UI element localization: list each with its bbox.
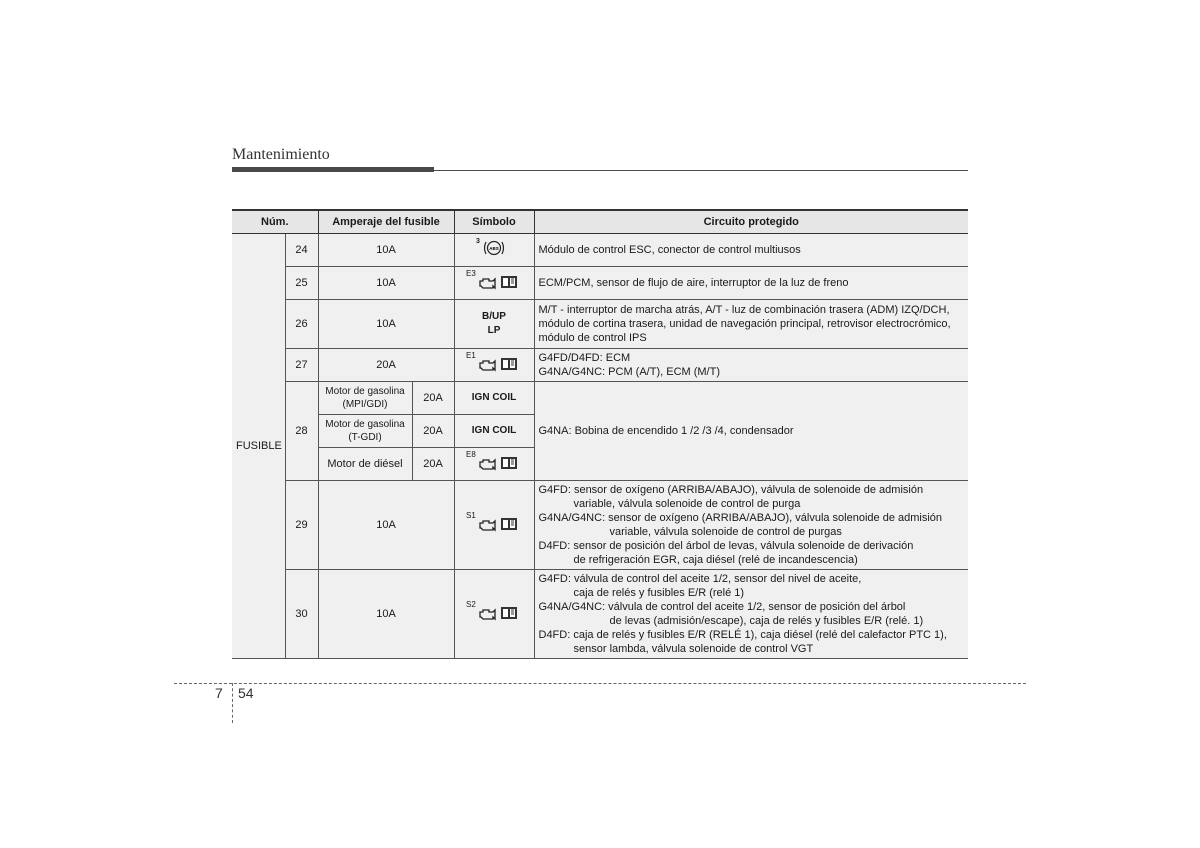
fuse-amp: 20A <box>412 448 454 481</box>
svg-text:ABS: ABS <box>489 246 499 251</box>
circuit-desc: Módulo de control ESC, conector de control multiusos <box>534 234 968 267</box>
circuit-desc: G4NA: Bobina de encendido 1 /2 /3 /4, condensador <box>534 382 968 481</box>
page-number: 54 <box>238 685 254 701</box>
circuit-desc: M/T - interruptor de marcha atrás, A/T - luz de combinación trasera (ADM) IZQ/DCH, módulo de cortina trasera, unidad de navegación principal, retrovisor electrocrómico, módulo de control IPS <box>534 300 968 349</box>
table-row <box>232 382 968 415</box>
table-row <box>232 570 968 659</box>
engine-variant: Motor de diésel <box>318 448 412 481</box>
table-row <box>232 234 968 267</box>
fuse-num: 29 <box>285 481 318 570</box>
fuse-num: 24 <box>285 234 318 267</box>
engine-icon <box>478 458 498 471</box>
table-row <box>232 300 968 349</box>
engine-icon <box>478 608 498 621</box>
fuse-amp: 10A <box>318 300 454 349</box>
fuse-amp: 10A <box>318 570 454 659</box>
section-title: Mantenimiento <box>232 146 330 163</box>
group-label: FUSIBLE <box>236 440 282 452</box>
col-header-symbol: Símbolo <box>454 210 534 234</box>
fuse-amp: 20A <box>318 349 454 382</box>
symbol-cell <box>454 234 534 267</box>
header-rule-thick <box>232 167 434 172</box>
circuit-desc: G4FD: válvula de control del aceite 1/2, sensor del nivel de aceite, caja de relés y fusibles E/R (relé 1) G4NA/G4NC: válvula de control del aceite 1/2, sensor de posición del árbol de levas (admisión/escape), caja de relés y fusibles E/R (relé. 1) D4FD: caja de relés y fusibles E/R (RELÉ 1), caja diésel (relé del calefactor PTC 1), sensor lambda, válvula solenoide de control VGT <box>534 570 968 659</box>
table-row <box>232 349 968 382</box>
symbol-cell: S2 <box>454 570 534 659</box>
symbol-text: B/UP <box>482 311 506 322</box>
fuse-amp: 20A <box>412 382 454 415</box>
footer-divider <box>232 683 233 723</box>
header-rule-thin <box>434 170 968 171</box>
symbol-text: LP <box>487 325 501 336</box>
symbol-cell <box>454 300 534 349</box>
symbol-cell: S1 <box>454 481 534 570</box>
manual-book-icon <box>500 357 518 371</box>
col-header-num: Núm. <box>232 210 318 234</box>
symbol-cell: E8 <box>454 448 534 481</box>
col-header-circuit: Circuito protegido <box>534 210 968 234</box>
fuse-num: 27 <box>285 349 318 382</box>
manual-book-icon <box>500 517 518 531</box>
engine-icon <box>478 519 498 532</box>
engine-icon <box>478 359 498 372</box>
abs-warning-icon: 3 ABS <box>474 237 514 259</box>
circuit-desc: ECM/PCM, sensor de flujo de aire, interruptor de la luz de freno <box>534 267 968 300</box>
engine-variant: Motor de gasolina (T-GDI) <box>318 415 412 448</box>
chapter-number: 7 <box>215 685 223 701</box>
footer-rule <box>174 683 1026 684</box>
symbol-text: IGN COIL <box>454 382 534 415</box>
manual-book-icon <box>500 275 518 289</box>
fuse-num: 28 <box>285 382 318 481</box>
manual-book-icon <box>500 456 518 470</box>
table-row <box>232 481 968 570</box>
fuse-table <box>232 209 968 659</box>
fuse-num: 25 <box>285 267 318 300</box>
table-row <box>232 267 968 300</box>
group-label-cell <box>232 234 285 659</box>
symbol-cell: E1 <box>454 349 534 382</box>
fuse-amp: 10A <box>318 234 454 267</box>
fuse-amp: 10A <box>318 481 454 570</box>
fuse-amp: 20A <box>412 415 454 448</box>
fuse-amp: 10A <box>318 267 454 300</box>
circuit-desc: G4FD: sensor de oxígeno (ARRIBA/ABAJO), válvula de solenoide de admisión variable, válvula solenoide de control de purga G4NA/G4NC: sensor de oxígeno (ARRIBA/ABAJO), válvula solenoide de admisión variable, válvula solenoide de control de purgas D4FD: sensor de posición del árbol de levas, válvula solenoide de derivación de refrigeración EGR, caja diésel (relé de incandescencia) <box>534 481 968 570</box>
symbol-cell: E3 <box>454 267 534 300</box>
engine-variant: Motor de gasolina (MPI/GDI) <box>318 382 412 415</box>
circuit-desc: G4FD/D4FD: ECM G4NA/G4NC: PCM (A/T), ECM (M/T) <box>534 349 968 382</box>
col-header-amp: Amperaje del fusible <box>318 210 454 234</box>
engine-icon <box>478 277 498 290</box>
symbol-text: IGN COIL <box>454 415 534 448</box>
manual-book-icon <box>500 606 518 620</box>
fuse-num: 26 <box>285 300 318 349</box>
table-header-row <box>232 210 968 234</box>
fuse-num: 30 <box>285 570 318 659</box>
